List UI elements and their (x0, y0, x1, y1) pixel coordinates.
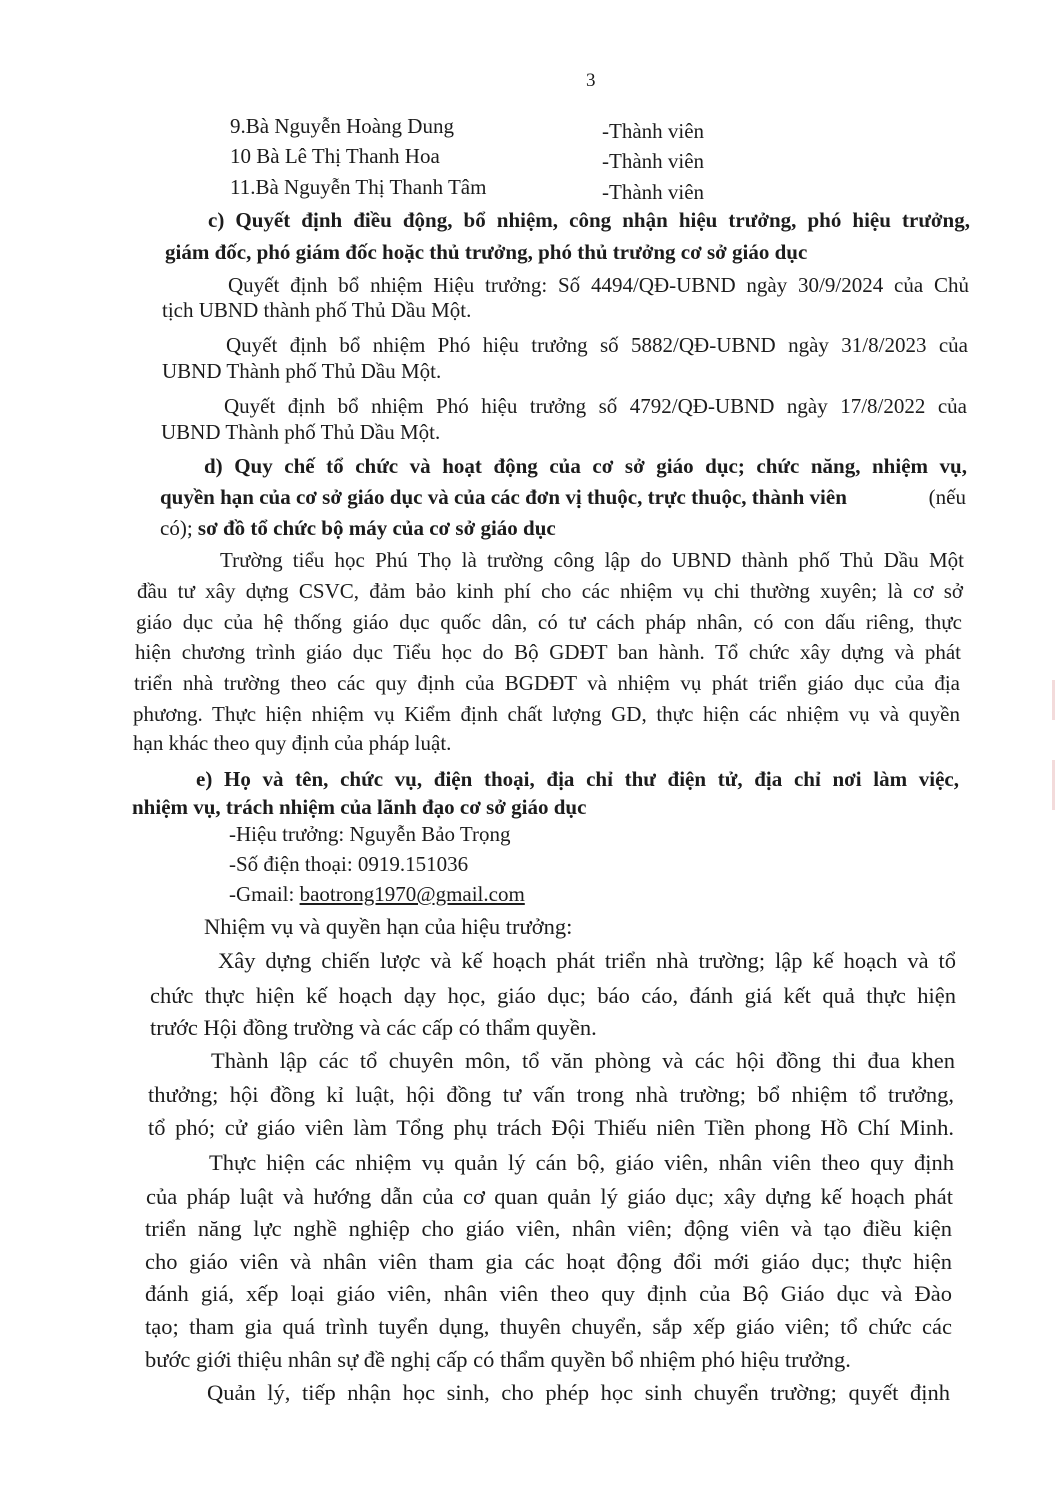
section-d-body-line: giáo dục của hệ thống giáo dục quốc dân, có tư cách pháp nhân, có con dấu riêng, thực (136, 610, 962, 634)
section-d-body-line: hiện chương trình giáo dục Tiểu học do Bộ GDĐT ban hành. Tổ chức xây dựng và phát (135, 640, 961, 664)
principal-phone: -Số điện thoại: 0919.151036 (229, 852, 469, 876)
section-c-heading: c) Quyết định điều động, bổ nhiệm, công nhận hiệu trưởng, phó hiệu trưởng, (208, 208, 970, 232)
duty-line: đánh giá, xếp loại giáo viên, nhân viên theo quy định của Bộ Giáo dục và Đào (145, 1281, 952, 1306)
scan-edge-mark (1052, 760, 1055, 810)
duty-line: tạo; tham gia quá trình tuyển dụng, thuyên chuyển, sắp xếp giáo viên; tổ chức các (145, 1314, 952, 1339)
section-d-heading-bold: sơ đồ tổ chức bộ máy của cơ sở giáo dục (197, 516, 556, 540)
section-d-body-line: phương. Thực hiện nhiệm vụ Kiểm định chất lượng GD, thực hiện các nhiệm vụ và quyền (133, 702, 960, 726)
section-d-heading: d) Quy chế tổ chức và hoạt động của cơ sở giáo dục; chức năng, nhiệm vụ, (204, 454, 967, 478)
duty-line: triển năng lực nghề nghiệp cho giáo viên, nhân viên; động viên và tạo điều kiện (145, 1216, 952, 1241)
member-name: 9.Bà Nguyễn Hoàng Dung (230, 114, 454, 138)
duty-line: bước giới thiệu nhân sự đề nghị cấp có thẩm quyền bổ nhiệm phó hiệu trưởng. (145, 1347, 851, 1372)
principal-name: -Hiệu trưởng: Nguyễn Bảo Trọng (229, 822, 511, 846)
member-name: 10 Bà Lê Thị Thanh Hoa (230, 144, 440, 168)
section-d-heading-line3 (160, 514, 556, 542)
principal-email-row (229, 880, 525, 908)
duty-line: Quản lý, tiếp nhận học sinh, cho phép học sinh chuyển trường; quyết định (207, 1380, 950, 1405)
duty-line: Thành lập các tổ chuyên môn, tổ văn phòng và các hội đồng thi đua khen (211, 1048, 955, 1073)
page-number: 3 (586, 70, 596, 91)
duty-line: Thực hiện các nhiệm vụ quản lý cán bộ, giáo viên, nhân viên theo quy định (209, 1150, 954, 1175)
member-name: 11.Bà Nguyễn Thị Thanh Tâm (230, 175, 487, 199)
section-c-heading: giám đốc, phó giám đốc hoặc thủ trưởng, phó thủ trưởng cơ sở giáo dục (165, 240, 808, 264)
duty-line: tổ phó; cử giáo viên làm Tổng phụ trách Đội Thiếu niên Tiền phong Hồ Chí Minh. (148, 1115, 954, 1140)
member-role: -Thành viên (602, 149, 705, 173)
decision-line: Quyết định bổ nhiệm Phó hiệu trưởng số 4792/QĐ-UBND ngày 17/8/2022 của (224, 394, 967, 418)
email-label: -Gmail: (229, 882, 295, 906)
decision-line: tịch UBND thành phố Thủ Dầu Một. (162, 298, 472, 322)
section-d-heading-note: có); (160, 516, 193, 540)
duty-line: cho giáo viên và nhân viên tham gia các hoạt động đổi mới giáo dục; thực hiện (145, 1249, 952, 1274)
scan-edge-mark (1052, 680, 1055, 720)
section-d-body-line: triển nhà trường theo các quy định của BGDĐT và nhiệm vụ phát triển giáo dục của địa (134, 671, 960, 695)
member-role: -Thành viên (602, 180, 705, 204)
decision-line: UBND Thành phố Thủ Dầu Một. (162, 359, 442, 383)
member-role: -Thành viên (602, 119, 705, 143)
section-e-heading: nhiệm vụ, trách nhiệm của lãnh đạo cơ sở giáo dục (132, 795, 587, 819)
section-d-body-line: đầu tư xây dựng CSVC, đảm bảo kinh phí cho các nhiệm vụ chi thường xuyên; là cơ sở (137, 579, 963, 603)
decision-line: UBND Thành phố Thủ Dầu Một. (161, 420, 441, 444)
section-d-body-line: hạn khác theo quy định của pháp luật. (133, 731, 452, 755)
email-link[interactable]: baotrong1970@gmail.com (299, 882, 525, 906)
duties-title: Nhiệm vụ và quyền hạn của hiệu trưởng: (204, 914, 573, 939)
section-d-heading-bold: quyền hạn của cơ sở giáo dục và của các đơn vị thuộc, trực thuộc, thành viên (160, 485, 847, 509)
decision-line: Quyết định bổ nhiệm Hiệu trưởng: Số 4494/QĐ-UBND ngày 30/9/2024 của Chủ (228, 273, 969, 297)
decision-line: Quyết định bổ nhiệm Phó hiệu trưởng số 5882/QĐ-UBND ngày 31/8/2023 của (226, 333, 968, 357)
duty-line: chức thực hiện kế hoạch dạy học, giáo dục; báo cáo, đánh giá kết quả thực hiện (150, 983, 956, 1008)
duty-line: trước Hội đồng trường và các cấp có thẩm quyền. (150, 1015, 597, 1040)
duty-line: Xây dựng chiến lược và kế hoạch phát triển nhà trường; lập kế hoạch và tổ (218, 948, 956, 973)
section-d-heading-note: (nếu (928, 485, 966, 509)
duty-line: thưởng; hội đồng kỉ luật, hội đồng tư vấn trong nhà trường; bổ nhiệm tổ trưởng, (148, 1082, 954, 1107)
section-e-heading: e) Họ và tên, chức vụ, điện thoại, địa chỉ thư điện tử, địa chỉ nơi làm việc, (196, 767, 959, 791)
section-d-body-line: Trường tiểu học Phú Thọ là trường công lập do UBND thành phố Thủ Dầu Một (220, 548, 964, 572)
section-d-heading-line2 (160, 483, 966, 511)
duty-line: của pháp luật và hướng dẫn của cơ quan quản lý giáo dục; xây dựng kế hoạch phát (146, 1184, 953, 1209)
